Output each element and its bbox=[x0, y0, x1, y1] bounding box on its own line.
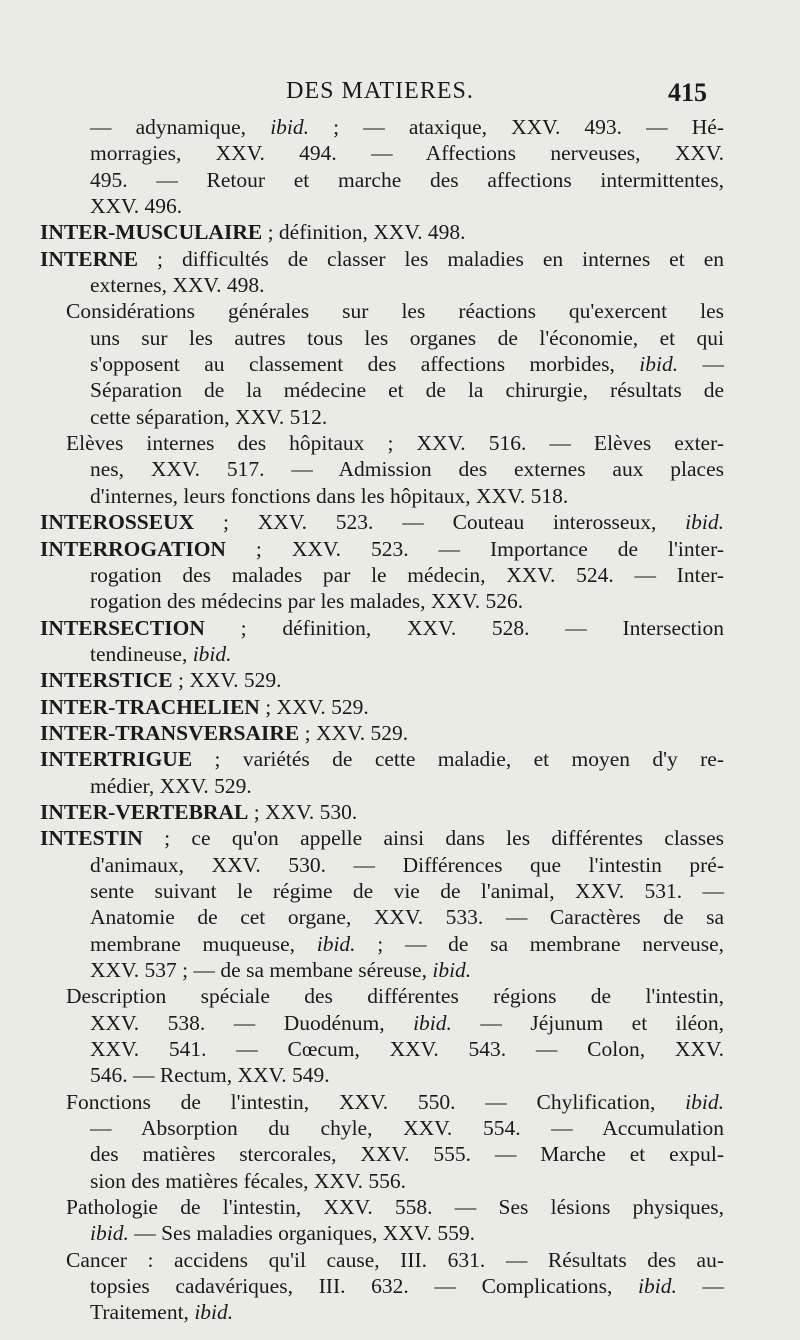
index-subentry-line bbox=[66, 430, 724, 456]
index-text: ; définition, XXV. 528. — Intersection bbox=[204, 615, 724, 640]
index-subentry-line bbox=[90, 957, 724, 983]
index-text: ; XXV. 523. — Importance de l'inter- bbox=[225, 536, 724, 561]
index-subentry-line bbox=[90, 588, 724, 614]
index-entry-line bbox=[40, 694, 724, 720]
index-text: rogation des malades par le médecin, XXV. 524. — Inter- bbox=[90, 562, 724, 587]
index-subentry-line bbox=[90, 562, 724, 588]
index-subentry-line bbox=[90, 404, 724, 430]
index-text: topsies cadavériques, III. 632. — Complications, bbox=[90, 1274, 639, 1299]
index-text: XXV. 537 ; — de sa membane séreuse, bbox=[90, 958, 433, 982]
index-headword: INTERSECTION bbox=[40, 615, 205, 640]
index-text: ; XXV. 529. bbox=[172, 668, 282, 693]
ibid-reference: ibid. bbox=[638, 1274, 677, 1299]
ibid-reference: ibid. bbox=[316, 931, 356, 956]
index-subentry-line bbox=[90, 1273, 724, 1299]
index-entry-line bbox=[40, 825, 724, 851]
index-text: Description spéciale des différentes régions de l'intestin, bbox=[66, 984, 724, 1009]
index-text: — bbox=[678, 352, 725, 377]
index-subentry-line bbox=[66, 983, 724, 1009]
index-subentry-line bbox=[90, 1115, 724, 1141]
index-text: ; XXV. 530. bbox=[248, 799, 358, 824]
index-text: externes, XXV. 498. bbox=[90, 273, 265, 298]
index-entry-line bbox=[40, 720, 724, 746]
index-entry-line bbox=[40, 667, 724, 693]
index-text: 546. — Rectum, XXV. 549. bbox=[90, 1063, 330, 1088]
index-text: tendineuse, bbox=[90, 641, 193, 666]
index-subentry-line bbox=[90, 1141, 724, 1167]
index-text: Anatomie de cet organe, XXV. 533. — Caractères de sa bbox=[90, 905, 724, 930]
index-subentry-line bbox=[90, 377, 724, 403]
index-subentry-line bbox=[66, 1247, 724, 1273]
index-subentry-line bbox=[90, 140, 724, 166]
index-text: — adynamique, bbox=[90, 115, 271, 139]
index-subentry-line bbox=[90, 1299, 724, 1325]
index-entry-line bbox=[40, 509, 724, 535]
index-text: des matières stercorales, XXV. 555. — Marche et expul- bbox=[90, 1142, 724, 1167]
index-headword: INTER-VERTEBRAL bbox=[40, 799, 249, 824]
index-subentry-line bbox=[90, 878, 724, 904]
ibid-reference: ibid. bbox=[639, 352, 679, 377]
index-subentry-line bbox=[66, 298, 724, 324]
index-subentry-line bbox=[90, 1036, 724, 1062]
index-headword: INTERSTICE bbox=[40, 668, 173, 693]
index-text: s'opposent au classement des affections morbides, bbox=[90, 352, 640, 377]
index-text: Pathologie de l'intestin, XXV. 558. — Ses lésions physiques, bbox=[66, 1195, 724, 1220]
index-subentry-line bbox=[90, 773, 724, 799]
index-text: — Absorption du chyle, XXV. 554. — Accumulation bbox=[90, 1116, 724, 1141]
index-subentry-line bbox=[90, 456, 724, 482]
ibid-reference: ibid. bbox=[432, 958, 472, 982]
index-text: XXV. 538. — Duodénum, bbox=[90, 1010, 414, 1035]
index-text: cette séparation, XXV. 512. bbox=[90, 404, 328, 429]
index-subentry-line bbox=[90, 1168, 724, 1194]
index-headword: INTER-MUSCULAIRE bbox=[40, 220, 263, 245]
index-text: ; XXV. 523. — Couteau interosseux, bbox=[194, 510, 686, 535]
index-subentry-line bbox=[90, 483, 724, 509]
index-text: morragies, XXV. 494. — Affections nerveuses, XXV. bbox=[90, 141, 724, 166]
index-text: d'internes, leurs fonctions dans les hôpitaux, XXV. 518. bbox=[90, 483, 569, 508]
index-headword: INTESTIN bbox=[40, 826, 143, 851]
index-subentry-line bbox=[90, 1010, 724, 1036]
index-text: uns sur les autres tous les organes de l'économie, et qui bbox=[90, 325, 724, 350]
index-text: Elèves internes des hôpitaux ; XXV. 516. — Elèves exter- bbox=[66, 431, 724, 456]
index-subentry-line bbox=[90, 852, 724, 878]
ibid-reference: ibid. bbox=[90, 1221, 129, 1246]
index-subentry-line bbox=[90, 167, 724, 193]
index-headword: INTER-TRACHELIEN bbox=[40, 694, 260, 719]
index-entry-line bbox=[40, 219, 724, 245]
index-headword: INTER-TRANSVERSAIRE bbox=[40, 720, 300, 745]
index-text: ; variétés de cette maladie, et moyen d'y re- bbox=[192, 747, 724, 772]
index-headword: INTERNE bbox=[40, 246, 138, 271]
index-subentry-line bbox=[90, 641, 724, 667]
index-text: ; XXV. 529. bbox=[259, 694, 369, 719]
index-text: ; ce qu'on appelle ainsi dans les différentes classes bbox=[142, 826, 724, 851]
index-text: Cancer : accidens qu'il cause, III. 631. — Résultats des au- bbox=[66, 1247, 724, 1272]
ibid-reference: ibid. bbox=[685, 1089, 724, 1114]
index-subentry-line bbox=[90, 1220, 724, 1246]
index-text: membrane muqueuse, bbox=[90, 931, 317, 956]
index-text: ; — de sa membrane nerveuse, bbox=[355, 931, 724, 956]
index-entry-line bbox=[40, 246, 724, 272]
index-subentry-line bbox=[66, 1194, 724, 1220]
ibid-reference: ibid. bbox=[270, 115, 310, 139]
ibid-reference: ibid. bbox=[685, 510, 724, 535]
index-subentry-line bbox=[90, 193, 724, 219]
index-headword: INTEROSSEUX bbox=[40, 510, 195, 535]
index-subentry-line bbox=[90, 931, 724, 957]
index-text: — Ses maladies organiques, XXV. 559. bbox=[128, 1221, 475, 1246]
ibid-reference: ibid. bbox=[413, 1010, 452, 1035]
index-text: — Jéjunum et iléon, bbox=[451, 1010, 724, 1035]
index-text: sion des matières fécales, XXV. 556. bbox=[90, 1168, 407, 1193]
index-text: XXV. 496. bbox=[90, 194, 183, 219]
index-text: ; difficultés de classer les maladies en internes et en bbox=[137, 246, 724, 271]
index-text: 495. — Retour et marche des affections intermittentes, bbox=[90, 167, 724, 192]
index-entry-line bbox=[40, 615, 724, 641]
index-headword: INTERTRIGUE bbox=[40, 747, 193, 772]
index-subentry-line bbox=[90, 904, 724, 930]
index-headword: INTERROGATION bbox=[40, 536, 226, 561]
page-header bbox=[0, 78, 800, 114]
running-title: DES MATIERES. bbox=[286, 78, 474, 104]
index-text: d'animaux, XXV. 530. — Différences que l'intestin pré- bbox=[90, 852, 724, 877]
index-text: nes, XXV. 517. — Admission des externes aux places bbox=[90, 457, 724, 482]
index-text: médier, XXV. 529. bbox=[90, 773, 252, 798]
index-subentry-line bbox=[90, 114, 724, 140]
index-text: Considérations générales sur les réactions qu'exercent les bbox=[66, 299, 724, 324]
index-text: Traitement, bbox=[90, 1300, 195, 1325]
index-entry-line bbox=[40, 536, 724, 562]
index-text: ; définition, XXV. 498. bbox=[262, 220, 466, 245]
index-text: Séparation de la médecine et de la chirurgie, résultats de bbox=[90, 378, 724, 403]
index-body bbox=[40, 114, 724, 1326]
index-entry-line bbox=[40, 799, 724, 825]
index-entry-line bbox=[40, 746, 724, 772]
index-text: ; — ataxique, XXV. 493. — Hé- bbox=[309, 115, 725, 139]
index-text: XXV. 541. — Cœcum, XXV. 543. — Colon, XXV. bbox=[90, 1037, 724, 1062]
index-text: Fonctions de l'intestin, XXV. 550. — Chylification, bbox=[66, 1089, 686, 1114]
index-text: rogation des médecins par les malades, XXV. 526. bbox=[90, 589, 524, 614]
index-subentry-line bbox=[66, 1089, 724, 1115]
ibid-reference: ibid. bbox=[192, 641, 232, 666]
index-text: ; XXV. 529. bbox=[299, 720, 409, 745]
index-subentry-line bbox=[90, 351, 724, 377]
index-text: sente suivant le régime de vie de l'animal, XXV. 531. — bbox=[90, 878, 724, 903]
index-text: — bbox=[676, 1274, 724, 1299]
page-number: 415 bbox=[668, 78, 707, 107]
index-subentry-line bbox=[90, 272, 724, 298]
index-subentry-line bbox=[90, 1062, 724, 1088]
index-subentry-line bbox=[90, 325, 724, 351]
ibid-reference: ibid. bbox=[194, 1300, 234, 1325]
